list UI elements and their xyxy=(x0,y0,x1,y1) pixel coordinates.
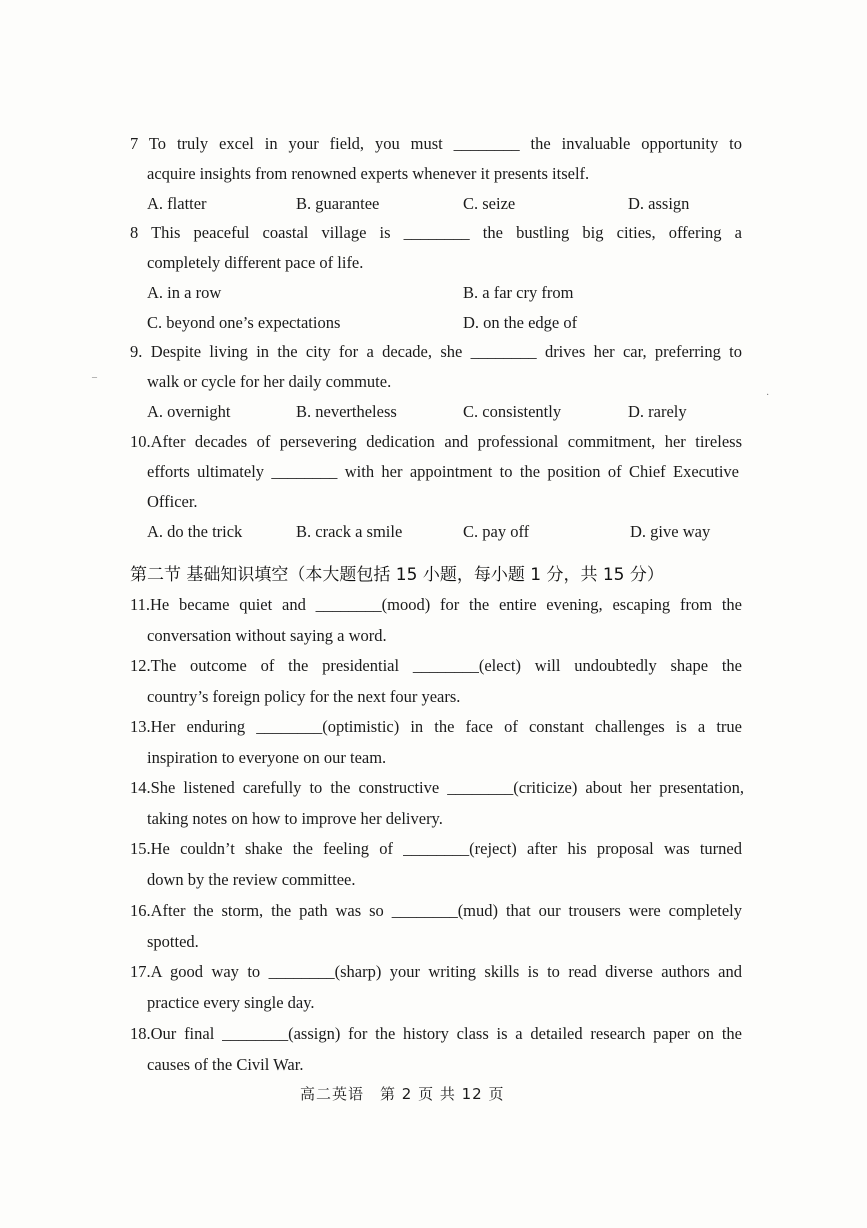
item-13-line-1: 13.Her enduring ________(optimistic) in the face of constant challenges is a true xyxy=(130,717,742,736)
item-16-line-2: spotted. xyxy=(147,932,199,951)
question-8-option-b: B. a far cry from xyxy=(463,283,574,302)
question-8-line-1: 8 This peaceful coastal village is ________ the bustling big cities, offering a xyxy=(130,223,742,242)
page-footer: 高二英语 第 2 页 共 12 页 xyxy=(300,1085,505,1103)
item-11-line-1: 11.He became quiet and ________(mood) for the entire evening, escaping from the xyxy=(130,595,742,614)
question-7-option-b: B. guarantee xyxy=(296,194,380,213)
question-7-option-a: A. flatter xyxy=(147,194,207,213)
question-10-line-2: efforts ultimately ________ with her appointment to the position of Chief Executive xyxy=(147,462,739,481)
question-8-line-2: completely different pace of life. xyxy=(147,253,364,272)
question-7-option-c: C. seize xyxy=(463,194,516,213)
scan-mark: · xyxy=(766,390,770,401)
item-14-line-1: 14.She listened carefully to the constructive ________(criticize) about her presentation, xyxy=(130,778,744,797)
question-10-line-3: Officer. xyxy=(147,492,198,511)
question-8-option-a: A. in a row xyxy=(147,283,222,302)
scan-mark: – xyxy=(92,372,97,383)
item-18-line-2: causes of the Civil War. xyxy=(147,1055,304,1074)
item-17-line-1: 17.A good way to ________(sharp) your writing skills is to read diverse authors and xyxy=(130,962,742,981)
question-10-option-c: C. pay off xyxy=(463,522,530,541)
question-10-line-1: 10.After decades of persevering dedication and professional commitment, her tireless xyxy=(130,432,742,451)
item-15-line-1: 15.He couldn’t shake the feeling of ________(reject) after his proposal was turned xyxy=(130,839,742,858)
question-10-option-d: D. give way xyxy=(630,522,711,541)
question-10-option-a: A. do the trick xyxy=(147,522,243,541)
question-9-option-a: A. overnight xyxy=(147,402,231,421)
item-17-line-2: practice every single day. xyxy=(147,993,315,1012)
item-18-line-1: 18.Our final ________(assign) for the history class is a detailed research paper on the xyxy=(130,1024,742,1043)
question-9-option-c: C. consistently xyxy=(463,402,562,421)
question-10-option-b: B. crack a smile xyxy=(296,522,403,541)
question-7-line-1: 7 To truly excel in your field, you must ________ the invaluable opportunity to xyxy=(130,134,742,153)
item-14-line-2: taking notes on how to improve her delivery. xyxy=(147,809,443,828)
item-13-line-2: inspiration to everyone on our team. xyxy=(147,748,387,767)
item-16-line-1: 16.After the storm, the path was so ________(mud) that our trousers were completely xyxy=(130,901,742,920)
section-2-title: 第二节 基础知识填空（本大题包括 15 小题，每小题 1 分，共 15 分） xyxy=(130,565,664,585)
item-15-line-2: down by the review committee. xyxy=(147,870,356,889)
question-8-option-d: D. on the edge of xyxy=(463,313,578,332)
question-9-option-d: D. rarely xyxy=(628,402,687,421)
question-9-line-2: walk or cycle for her daily commute. xyxy=(147,372,392,391)
question-7-option-d: D. assign xyxy=(628,194,690,213)
question-8-option-c: C. beyond one’s expectations xyxy=(147,313,341,332)
item-12-line-2: country’s foreign policy for the next four years. xyxy=(147,687,461,706)
question-7-line-2: acquire insights from renowned experts whenever it presents itself. xyxy=(147,164,590,183)
question-9-line-1: 9. Despite living in the city for a decade, she ________ drives her car, preferring to xyxy=(130,342,742,361)
question-9-option-b: B. nevertheless xyxy=(296,402,397,421)
item-11-line-2: conversation without saying a word. xyxy=(147,626,387,645)
item-12-line-1: 12.The outcome of the presidential ________(elect) will undoubtedly shape the xyxy=(130,656,742,675)
